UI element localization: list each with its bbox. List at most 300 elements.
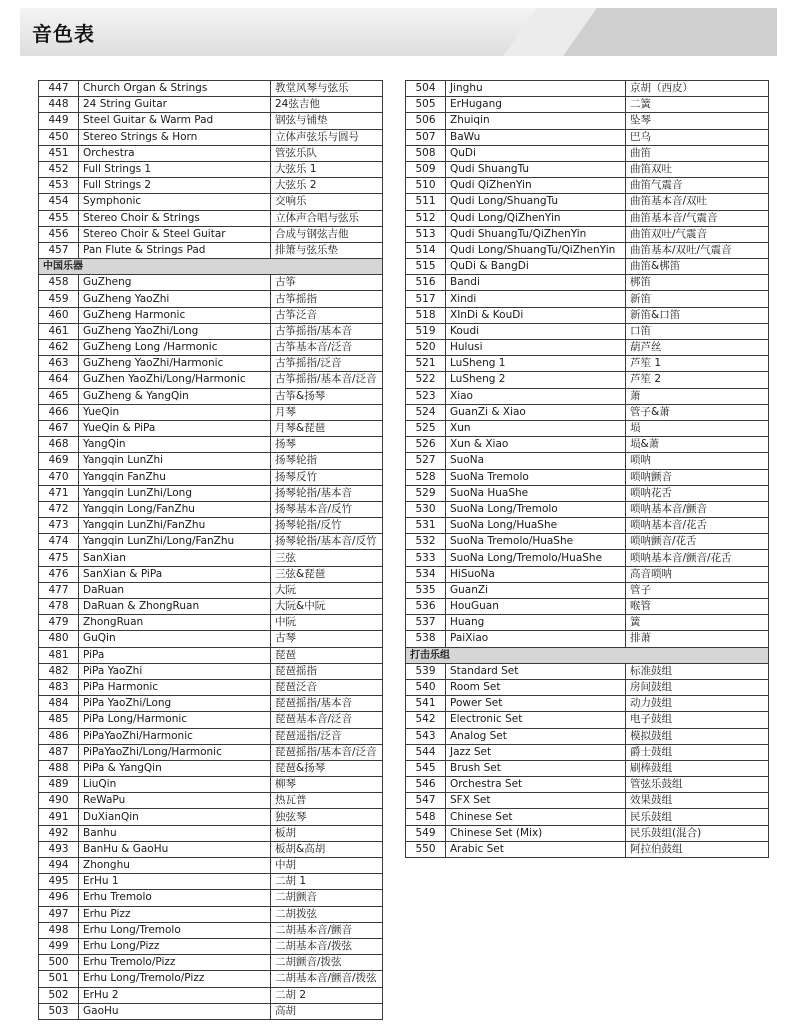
table-row: [406, 81, 769, 97]
voice-number: 490: [39, 793, 79, 809]
voice-name-en: Full Strings 1: [79, 161, 271, 177]
voice-number: 451: [39, 145, 79, 161]
voice-name-en: Xindi: [446, 291, 626, 307]
voice-number: 501: [39, 971, 79, 987]
voice-name-cn: 曲笛双吐: [626, 161, 769, 177]
voice-name-en: ErHugang: [446, 97, 626, 113]
voice-name-en: SuoNa: [446, 453, 626, 469]
voice-name-cn: 排箫与弦乐垫: [271, 242, 383, 258]
voice-number: 452: [39, 161, 79, 177]
voice-name-cn: 高胡: [271, 1003, 383, 1019]
voice-name-cn: 大阮: [271, 582, 383, 598]
voice-number: 539: [406, 663, 446, 679]
voice-name-en: 24 String Guitar: [79, 97, 271, 113]
voice-name-en: LiuQin: [79, 777, 271, 793]
voice-name-cn: 24弦吉他: [271, 97, 383, 113]
voice-number: 548: [406, 809, 446, 825]
voice-name-cn: 唢呐基本音/颤音: [626, 501, 769, 517]
table-row: [39, 938, 383, 954]
voice-name-cn: 效果鼓组: [626, 793, 769, 809]
voice-number: 506: [406, 113, 446, 129]
voice-name-cn: 古筝&扬琴: [271, 388, 383, 404]
voice-number: 467: [39, 420, 79, 436]
voice-number: 505: [406, 97, 446, 113]
voice-number: 448: [39, 97, 79, 113]
voice-number: 474: [39, 534, 79, 550]
voice-number: 521: [406, 356, 446, 372]
voice-name-cn: 中阮: [271, 615, 383, 631]
voice-name-cn: 唢呐花舌: [626, 485, 769, 501]
table-row: [406, 226, 769, 242]
voice-name-cn: 口笛: [626, 323, 769, 339]
voice-name-cn: 二簧: [626, 97, 769, 113]
voice-number: 513: [406, 226, 446, 242]
voice-number: 538: [406, 631, 446, 647]
voice-name-en: Qudi QiZhenYin: [446, 178, 626, 194]
voice-name-en: Church Organ & Strings: [79, 81, 271, 97]
voice-number: 466: [39, 404, 79, 420]
voice-name-cn: 古琴: [271, 631, 383, 647]
voice-number: 476: [39, 566, 79, 582]
voice-name-en: BaWu: [446, 129, 626, 145]
table-row: [39, 323, 383, 339]
voice-name-en: Jazz Set: [446, 744, 626, 760]
voice-name-en: SanXian & PiPa: [79, 566, 271, 582]
voice-number: 498: [39, 922, 79, 938]
voice-name-cn: 曲笛基本音/双吐: [626, 194, 769, 210]
voice-name-en: Yangqin LunZhi/FanZhu: [79, 518, 271, 534]
table-row: [39, 485, 383, 501]
header-decoration-dark: [563, 8, 777, 56]
voice-name-cn: 二胡基本音/颤音/拨弦: [271, 971, 383, 987]
voice-name-cn: 扬琴轮指/基本音: [271, 485, 383, 501]
voice-name-cn: 电子鼓组: [626, 712, 769, 728]
table-row: [406, 679, 769, 695]
voice-number: 477: [39, 582, 79, 598]
voice-name-en: Stereo Choir & Steel Guitar: [79, 226, 271, 242]
table-row: [406, 388, 769, 404]
voice-name-en: GuZheng YaoZhi/Long: [79, 323, 271, 339]
voice-name-cn: 民乐鼓组(混合): [626, 825, 769, 841]
voice-name-cn: 月琴&琵琶: [271, 420, 383, 436]
voice-number: 509: [406, 161, 446, 177]
voice-name-cn: 月琴: [271, 404, 383, 420]
voice-number: 535: [406, 582, 446, 598]
voice-name-cn: 琵琶遥指/泛音: [271, 728, 383, 744]
table-row: [406, 744, 769, 760]
table-row: [406, 793, 769, 809]
voice-name-cn: 古筝基本音/泛音: [271, 340, 383, 356]
voice-name-en: Stereo Strings & Horn: [79, 129, 271, 145]
voice-number: 457: [39, 242, 79, 258]
voice-number: 459: [39, 291, 79, 307]
table-row: [39, 955, 383, 971]
voice-name-cn: 板胡: [271, 825, 383, 841]
voice-number: 541: [406, 696, 446, 712]
voice-name-cn: 二胡颤音/拨弦: [271, 955, 383, 971]
voice-name-en: XInDi & KouDi: [446, 307, 626, 323]
voice-name-cn: 大阮&中阮: [271, 599, 383, 615]
voice-number: 530: [406, 501, 446, 517]
table-row: [39, 226, 383, 242]
voice-number: 458: [39, 275, 79, 291]
voice-name-en: DaRuan & ZhongRuan: [79, 599, 271, 615]
voice-name-en: Erhu Long/Tremolo/Pizz: [79, 971, 271, 987]
voice-name-en: Bandi: [446, 275, 626, 291]
voice-number: 478: [39, 599, 79, 615]
voice-number: 462: [39, 340, 79, 356]
table-row: [39, 987, 383, 1003]
voice-name-cn: 扬琴轮指: [271, 453, 383, 469]
voice-name-cn: 古筝摇指/基本音/泛音: [271, 372, 383, 388]
voice-name-en: YangQin: [79, 437, 271, 453]
voice-name-cn: 三弦: [271, 550, 383, 566]
table-row: [39, 388, 383, 404]
table-row: [406, 161, 769, 177]
voice-number: 480: [39, 631, 79, 647]
voice-name-en: Chinese Set: [446, 809, 626, 825]
table-row: [39, 242, 383, 258]
table-row: [39, 696, 383, 712]
voice-name-cn: 模拟鼓组: [626, 728, 769, 744]
table-row: [39, 113, 383, 129]
voice-number: 450: [39, 129, 79, 145]
voice-name-cn: 曲笛: [626, 145, 769, 161]
voice-number: 460: [39, 307, 79, 323]
table-row: [39, 501, 383, 517]
voice-number: 523: [406, 388, 446, 404]
voice-name-cn: 坠琴: [626, 113, 769, 129]
table-row: [406, 291, 769, 307]
voice-name-cn: 民乐鼓组: [626, 809, 769, 825]
voice-name-en: PiPaYaoZhi/Long/Harmonic: [79, 744, 271, 760]
voice-name-en: PiPa & YangQin: [79, 760, 271, 776]
voice-name-cn: 二胡颤音: [271, 890, 383, 906]
voice-number: 537: [406, 615, 446, 631]
voice-name-cn: 埙: [626, 420, 769, 436]
voice-number: 453: [39, 178, 79, 194]
voice-number: 465: [39, 388, 79, 404]
voice-number: 516: [406, 275, 446, 291]
voice-number: 482: [39, 663, 79, 679]
voice-name-en: ZhongRuan: [79, 615, 271, 631]
voice-number: 519: [406, 323, 446, 339]
table-row: [406, 582, 769, 598]
voice-name-cn: 大弦乐 2: [271, 178, 383, 194]
voice-name-cn: 阿拉伯鼓组: [626, 841, 769, 857]
section-header-row: [39, 259, 383, 275]
table-row: [406, 777, 769, 793]
voice-name-cn: 二胡基本音/拨弦: [271, 938, 383, 954]
voice-name-en: Yangqin Long/FanZhu: [79, 501, 271, 517]
voice-name-en: Xiao: [446, 388, 626, 404]
voice-name-cn: 爵士鼓组: [626, 744, 769, 760]
voice-name-cn: 新笛: [626, 291, 769, 307]
table-row: [39, 728, 383, 744]
voice-name-en: GuZheng YaoZhi: [79, 291, 271, 307]
voice-name-en: PiPa: [79, 647, 271, 663]
voice-name-cn: 高音唢呐: [626, 566, 769, 582]
voice-name-cn: 独弦琴: [271, 809, 383, 825]
voice-name-cn: 管弦乐队: [271, 145, 383, 161]
voice-name-en: SFX Set: [446, 793, 626, 809]
table-row: [406, 728, 769, 744]
voice-name-cn: 曲笛基本音/气震音: [626, 210, 769, 226]
voice-number: 515: [406, 259, 446, 275]
voice-name-cn: 喉管: [626, 599, 769, 615]
voice-number: 492: [39, 825, 79, 841]
table-row: [39, 809, 383, 825]
section-title: 打击乐组: [406, 647, 769, 663]
voice-name-cn: 巴乌: [626, 129, 769, 145]
voice-name-en: GuZheng Long /Harmonic: [79, 340, 271, 356]
voice-name-en: Analog Set: [446, 728, 626, 744]
page-title: 音色表: [32, 22, 95, 46]
voice-name-en: GuZheng: [79, 275, 271, 291]
table-row: [39, 906, 383, 922]
voice-name-en: SuoNa HuaShe: [446, 485, 626, 501]
voice-name-en: Banhu: [79, 825, 271, 841]
voice-name-cn: 埙&萧: [626, 437, 769, 453]
table-row: [39, 437, 383, 453]
voice-name-en: PiPa YaoZhi: [79, 663, 271, 679]
table-row: [406, 631, 769, 647]
voice-name-en: LuSheng 1: [446, 356, 626, 372]
table-row: [406, 420, 769, 436]
voice-name-cn: 板胡&高胡: [271, 841, 383, 857]
voice-name-en: PiPa Long/Harmonic: [79, 712, 271, 728]
voice-name-cn: 曲笛&梆笛: [626, 259, 769, 275]
voice-name-cn: 京胡（西皮）: [626, 81, 769, 97]
voice-name-en: QuDi: [446, 145, 626, 161]
voice-name-cn: 管子: [626, 582, 769, 598]
table-row: [39, 81, 383, 97]
voice-name-cn: 三弦&琵琶: [271, 566, 383, 582]
voice-name-en: BanHu & GaoHu: [79, 841, 271, 857]
table-row: [406, 194, 769, 210]
voice-number: 489: [39, 777, 79, 793]
voice-name-en: ErHu 1: [79, 874, 271, 890]
table-row: [39, 971, 383, 987]
table-row: [39, 1003, 383, 1019]
voice-number: 508: [406, 145, 446, 161]
table-row: [39, 566, 383, 582]
table-row: [406, 275, 769, 291]
voice-name-en: GuZheng & YangQin: [79, 388, 271, 404]
table-row: [39, 712, 383, 728]
voice-name-en: Stereo Choir & Strings: [79, 210, 271, 226]
voice-number: 527: [406, 453, 446, 469]
voice-name-cn: 立体声弦乐与圆号: [271, 129, 383, 145]
voice-name-cn: 琵琶基本音/泛音: [271, 712, 383, 728]
voice-number: 520: [406, 340, 446, 356]
voice-name-en: ErHu 2: [79, 987, 271, 1003]
table-row: [406, 340, 769, 356]
voice-number: 504: [406, 81, 446, 97]
voice-name-en: Yangqin FanZhu: [79, 469, 271, 485]
voice-name-cn: 新笛&口笛: [626, 307, 769, 323]
voice-name-en: SuoNa Tremolo/HuaShe: [446, 534, 626, 550]
voice-name-en: Steel Guitar & Warm Pad: [79, 113, 271, 129]
voice-number: 518: [406, 307, 446, 323]
voice-number: 484: [39, 696, 79, 712]
voice-number: 536: [406, 599, 446, 615]
voice-name-en: GuanZi & Xiao: [446, 404, 626, 420]
voice-name-en: GuQin: [79, 631, 271, 647]
voice-name-en: Huang: [446, 615, 626, 631]
table-row: [406, 372, 769, 388]
voice-name-cn: 排萧: [626, 631, 769, 647]
voice-number: 483: [39, 679, 79, 695]
table-row: [406, 485, 769, 501]
voice-name-en: GuanZi: [446, 582, 626, 598]
voice-name-cn: 热瓦普: [271, 793, 383, 809]
voice-number: 475: [39, 550, 79, 566]
table-row: [406, 97, 769, 113]
voice-name-en: Symphonic: [79, 194, 271, 210]
voice-number: 534: [406, 566, 446, 582]
voice-name-en: Erhu Long/Pizz: [79, 938, 271, 954]
voice-name-cn: 芦笙 2: [626, 372, 769, 388]
table-row: [39, 663, 383, 679]
table-row: [39, 453, 383, 469]
voice-number: 502: [39, 987, 79, 1003]
table-row: [39, 599, 383, 615]
table-row: [39, 275, 383, 291]
table-row: [39, 372, 383, 388]
voice-number: 532: [406, 534, 446, 550]
voice-name-en: PiPa YaoZhi/Long: [79, 696, 271, 712]
voice-name-en: Qudi ShuangTu/QiZhenYin: [446, 226, 626, 242]
voice-number: 461: [39, 323, 79, 339]
voice-name-en: Arabic Set: [446, 841, 626, 857]
voice-name-en: Zhonghu: [79, 858, 271, 874]
voice-name-en: QuDi & BangDi: [446, 259, 626, 275]
voice-number: 449: [39, 113, 79, 129]
table-row: [39, 582, 383, 598]
voice-name-cn: 琵琶摇指/基本音/泛音: [271, 744, 383, 760]
voice-name-cn: 扬琴基本音/反竹: [271, 501, 383, 517]
voice-name-en: SuoNa Long/Tremolo: [446, 501, 626, 517]
voice-name-en: Standard Set: [446, 663, 626, 679]
table-row: [39, 129, 383, 145]
table-row: [406, 712, 769, 728]
voice-name-en: Pan Flute & Strings Pad: [79, 242, 271, 258]
voice-number: 473: [39, 518, 79, 534]
voice-number: 507: [406, 129, 446, 145]
voice-number: 463: [39, 356, 79, 372]
voice-name-en: LuSheng 2: [446, 372, 626, 388]
voice-name-en: GaoHu: [79, 1003, 271, 1019]
voice-number: 500: [39, 955, 79, 971]
voice-name-cn: 葫芦丝: [626, 340, 769, 356]
table-row: [39, 161, 383, 177]
voice-number: 549: [406, 825, 446, 841]
voice-number: 517: [406, 291, 446, 307]
table-row: [39, 679, 383, 695]
voice-name-cn: 合成与钢弦吉他: [271, 226, 383, 242]
voice-number: 512: [406, 210, 446, 226]
voice-name-en: DaRuan: [79, 582, 271, 598]
table-row: [406, 501, 769, 517]
voice-number: 543: [406, 728, 446, 744]
voice-name-en: Erhu Tremolo/Pizz: [79, 955, 271, 971]
table-row: [406, 825, 769, 841]
voice-number: 544: [406, 744, 446, 760]
voice-name-cn: 古筝泛音: [271, 307, 383, 323]
voice-name-cn: 扬琴反竹: [271, 469, 383, 485]
voice-name-cn: 管弦乐鼓组: [626, 777, 769, 793]
voice-name-en: Hulusi: [446, 340, 626, 356]
voice-name-en: Qudi ShuangTu: [446, 161, 626, 177]
voice-name-cn: 梆笛: [626, 275, 769, 291]
table-row: [406, 404, 769, 420]
table-row: [39, 291, 383, 307]
table-row: [39, 194, 383, 210]
table-row: [406, 437, 769, 453]
voice-number: 488: [39, 760, 79, 776]
voice-number: 499: [39, 938, 79, 954]
table-row: [406, 210, 769, 226]
table-row: [39, 340, 383, 356]
voice-number: 510: [406, 178, 446, 194]
voice-name-en: YueQin: [79, 404, 271, 420]
table-row: [406, 145, 769, 161]
voice-name-en: Power Set: [446, 696, 626, 712]
table-row: [39, 922, 383, 938]
voice-table-right: [405, 80, 769, 858]
table-row: [39, 307, 383, 323]
table-row: [406, 534, 769, 550]
table-row: [39, 615, 383, 631]
voice-name-cn: 琵琶: [271, 647, 383, 663]
voice-number: 491: [39, 809, 79, 825]
voice-number: 472: [39, 501, 79, 517]
table-row: [39, 210, 383, 226]
voice-name-en: Jinghu: [446, 81, 626, 97]
voice-name-en: Qudi Long/ShuangTu: [446, 194, 626, 210]
voice-name-en: Orchestra: [79, 145, 271, 161]
page-header: [20, 8, 777, 56]
voice-number: 455: [39, 210, 79, 226]
voice-name-en: Brush Set: [446, 760, 626, 776]
voice-number: 469: [39, 453, 79, 469]
voice-name-en: PiPaYaoZhi/Harmonic: [79, 728, 271, 744]
voice-name-cn: 古筝摇指/基本音: [271, 323, 383, 339]
voice-name-cn: 曲笛双吐/气震音: [626, 226, 769, 242]
table-row: [406, 696, 769, 712]
table-row: [39, 760, 383, 776]
voice-name-cn: 琵琶泛音: [271, 679, 383, 695]
table-row: [39, 874, 383, 890]
table-row: [39, 647, 383, 663]
table-row: [406, 323, 769, 339]
voice-name-en: Full Strings 2: [79, 178, 271, 194]
table-row: [406, 453, 769, 469]
table-row: [406, 129, 769, 145]
voice-number: 471: [39, 485, 79, 501]
voice-number: 495: [39, 874, 79, 890]
voice-name-en: Erhu Long/Tremolo: [79, 922, 271, 938]
voice-name-en: GuZhen YaoZhi/Long/Harmonic: [79, 372, 271, 388]
voice-name-en: SuoNa Long/HuaShe: [446, 518, 626, 534]
voice-name-cn: 大弦乐 1: [271, 161, 383, 177]
voice-name-en: PaiXiao: [446, 631, 626, 647]
voice-name-cn: 动力鼓组: [626, 696, 769, 712]
table-row: [406, 599, 769, 615]
voice-number: 547: [406, 793, 446, 809]
voice-name-en: Electronic Set: [446, 712, 626, 728]
